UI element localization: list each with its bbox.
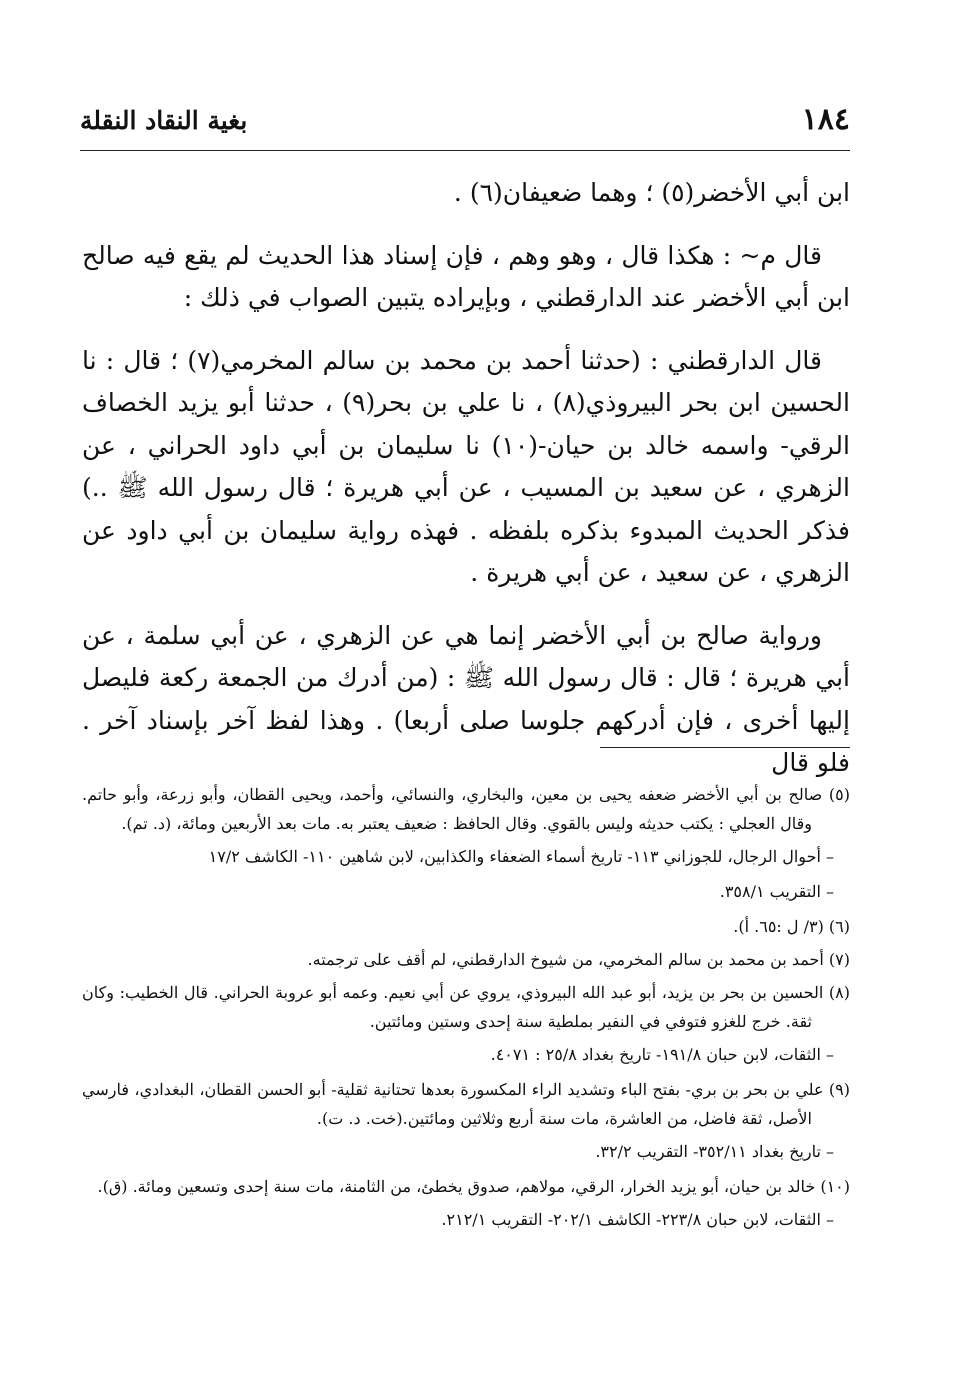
footnote-reference: – أحوال الرجال، للجوزاني ١١٣- تاريخ أسماء الضعفاء والكذابين، لابن شاهين ١١٠- الكاشف ١٧/٢ (208, 847, 834, 866)
footnote-reference: – تاريخ بغداد ٣٥٢/١١- التقريب ٣٢/٢. (595, 1142, 834, 1161)
footnote-10: (١٠) خالد بن حيان، أبو يزيد الخرار، الرقي، مولاهم، صدوق يخطئ، من الثامنة، مات سنة إحدى وتسعين ومائة. (ق). (97, 1177, 850, 1196)
footnote-separator (600, 747, 850, 748)
footnote-7: (٧) أحمد بن محمد بن سالم المخرمي، من شيوخ الدارقطني، لم أقف على ترجمته. (307, 950, 850, 969)
footnotes (82, 780, 850, 1240)
paragraph-1: ابن أبي الأخضر(٥) ؛ وهما ضعيفان(٦) . (453, 178, 850, 207)
running-title: بغية النقاد النقلة (80, 106, 248, 135)
main-text (82, 172, 850, 805)
paragraph-2: قال م~ : هكذا قال ، وهو وهم ، فإن إسناد هذا الحديث لم يقع فيه صالح ابن أبي الأخضر عند الدارقطني ، وبإيراده يتبين الصواب في ذلك : (82, 240, 850, 312)
footnote-6: (٦) (٣/ ل :٦٥. أ). (733, 917, 850, 936)
footnote-8: (٨) الحسين بن بحر بن يزيد، أبو عبد الله البيروذي، يروي عن أبي نعيم. وعمه أبو عروبة الحراني. قال الخطيب: وكان ثقة. خرج للغزو فتوفي في النفير بملطية سنة إحدى وستين ومائتين. (82, 983, 850, 1031)
footnote-5: (٥) صالح بن أبي الأخضر ضعفه يحيى بن معين، والبخاري، والنسائي، وأحمد، ويحيى القطان، وأبو زرعة، وأبو حاتم. وقال العجلي : يكتب حديثه وليس بالقوي. وقال الحافظ : ضعيف يعتبر به. مات بعد الأربعين ومائة، (د. تم). (82, 785, 850, 833)
page-header (80, 100, 850, 151)
paragraph-4: ورواية صالح بن أبي الأخضر إنما هي عن الزهري ، عن أبي سلمة ، عن أبي هريرة ؛ قال : قال رسول الله ﷺ : (من أدرك من الجمعة ركعة فليصل إليها أخرى ، فإن أدركهم جلوسا صلى أربعا) . وهذا لفظ آخر بإسناد آخر . فلو قال (82, 620, 850, 777)
footnote-reference: – الثقات، لابن حبان ٢٢٣/٨- الكاشف ٢٠٢/١- التقريب ٢١٢/١. (441, 1210, 834, 1229)
page-number: ١٨٤ (801, 102, 850, 137)
footnote-reference: – الثقات، لابن حبان ١٩١/٨- تاريخ بغداد ٢٥/٨ : ٤٠٧١. (490, 1045, 834, 1064)
paragraph-3: قال الدارقطني : (حدثنا أحمد بن محمد بن سالم المخرمي(٧) ؛ قال : نا الحسين ابن بحر البيروذي(٨) ، نا علي بن بحر(٩) ، حدثنا أبو يزيد الخصاف الرقي- واسمه خالد بن حيان-(١٠) نا سليمان بن أبي داود الحراني ، عن الزهري ، عن سعيد بن المسيب ، عن أبي هريرة ؛ قال رسول الله ﷺ ..) فذكر الحديث المبدوء بذكره بلفظه . فهذه رواية سليمان بن أبي داود عن الزهري ، عن سعيد ، عن أبي هريرة . (82, 345, 850, 587)
footnote-reference: – التقريب ٣٥٨/١. (719, 882, 834, 901)
footnote-9: (٩) علي بن بحر بن بري- بفتح الباء وتشديد الراء المكسورة بعدها تحتانية ثقلية- أبو الحسن القطان، البغدادي، فارسي الأصل، ثقة فاضل، من العاشرة، مات سنة أربع وثلاثين ومائتين.(خت. د. ت). (82, 1080, 850, 1128)
